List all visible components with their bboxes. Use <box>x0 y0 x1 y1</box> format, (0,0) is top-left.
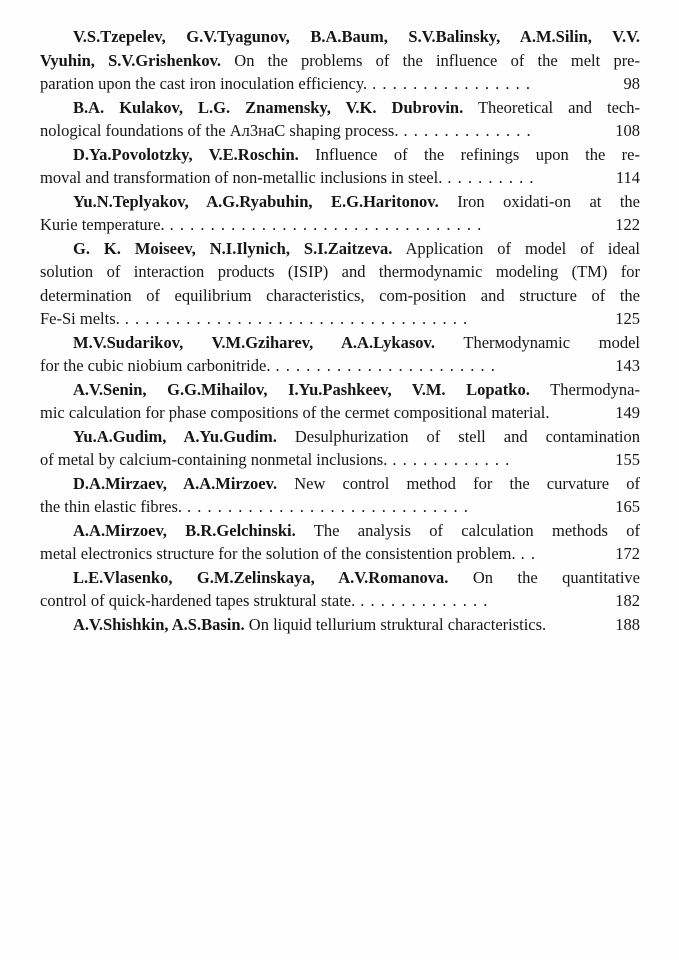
toc-line <box>40 213 640 237</box>
authors-text: Vyuhin, S.V.Grishenkov. <box>40 50 222 70</box>
toc-line <box>40 589 640 613</box>
title-text: Desulphurization of stell and contamination <box>276 426 640 446</box>
toc-line-text <box>40 119 594 143</box>
toc-entry <box>40 143 640 190</box>
toc-entry <box>40 331 640 378</box>
toc-line-text <box>40 401 594 425</box>
dot-leader: . . . . . . . . . . . . . . . . . . . . . . . . . . . . . . . . . . <box>124 309 468 328</box>
dot-leader: . . . . . . . . . . . . . <box>360 591 488 610</box>
title-text: metal electronics structure for the solution of the consistention problem. <box>40 544 516 563</box>
title-text: Theoretical and tech- <box>463 97 640 117</box>
dot-leader: . . . . . . . . . . . . . . . . . . . . . . <box>275 356 495 375</box>
dot-leader: . . . . . . . . . . . . <box>392 450 510 469</box>
page-number: 98 <box>623 74 640 93</box>
toc-entry <box>40 96 640 143</box>
toc-line <box>40 425 640 449</box>
toc-line-text <box>40 566 640 590</box>
authors-text: A.A.Mirzoev, B.R.Gelchinski. <box>73 520 296 540</box>
toc-entry <box>40 237 640 331</box>
toc-line <box>40 237 640 261</box>
authors-text: M.V.Sudarikov, V.M.Gziharev, A.A.Lykasov. <box>73 332 435 352</box>
title-text: On the problems of the influence of the melt pre- <box>221 50 641 70</box>
toc-line <box>40 495 640 519</box>
toc-entry <box>40 566 640 613</box>
authors-text: D.A.Mirzaev, A.A.Mirzoev. <box>73 473 278 493</box>
toc-line <box>40 566 640 590</box>
toc-line-text <box>40 472 640 496</box>
toc-line-text <box>40 72 594 96</box>
title-text: for the cubic niobium carbonitride. <box>40 356 271 375</box>
authors-text: A.V.Senin, G.G.Mihailov, I.Yu.Pashkeev, V.M. Lopatko. <box>73 379 530 399</box>
toc-line-text <box>40 190 640 214</box>
dot-leader: . . . . . . . . . <box>447 168 534 187</box>
authors-text: L.E.Vlasenko, G.M.Zelinskaya, A.V.Romanova. <box>73 567 449 587</box>
page-number: 143 <box>615 356 640 375</box>
authors-text: D.Ya.Povolotzky, V.E.Roschin. <box>73 144 299 164</box>
authors-text: V.S.Tzepelev, G.V.Tyagunov, B.A.Baum, S.V.Balinsky, A.M.Silin, V.V. <box>73 27 640 46</box>
page-number: 172 <box>615 544 640 563</box>
dot-leader: . . . . . . . . . . . . . . . . . . . . . . . . . . . . . . . <box>169 215 482 234</box>
toc-entry <box>40 472 640 519</box>
toc-line <box>40 284 640 308</box>
dot-leader: . . <box>520 544 535 563</box>
title-text: nological foundations of the Ал3наС shaping process. <box>40 121 399 140</box>
authors-text: A.V.Shishkin, A.S.Basin. <box>73 614 245 634</box>
dot-leader: . . . . . . . . . . . . . . . . <box>372 74 531 93</box>
title-text: Application of model of ideal <box>392 238 640 258</box>
title-text: Kurie temperature. <box>40 215 165 234</box>
title-text: On liquid tellurium struktural characteristics. <box>244 614 547 634</box>
toc-line <box>40 519 640 543</box>
toc-line <box>40 96 640 120</box>
toc-line-text <box>40 284 640 308</box>
toc-line-text <box>40 166 594 190</box>
authors-text: G. K. Moiseev, N.I.Ilynich, S.I.Zaitzeva. <box>73 238 393 258</box>
title-text: Fe-Si melts. <box>40 309 120 328</box>
authors-text: Yu.A.Gudim, A.Yu.Gudim. <box>73 426 277 446</box>
dot-leader: . . . . . . . . . . . . . <box>403 121 531 140</box>
dot-leader: . . . . . . . . . . . . . . . . . . . . . . . . . . . . <box>187 497 468 516</box>
toc-line-text <box>40 425 640 449</box>
toc-line <box>40 378 640 402</box>
authors-text: Yu.N.Teplyakov, A.G.Ryabuhin, E.G.Haritonov. <box>73 191 439 211</box>
title-text: The analysis of calculation methods of <box>295 520 640 540</box>
title-text: determination of equilibrium characteristics, com-position and structure of the <box>40 285 640 305</box>
toc-line <box>40 260 640 284</box>
toc-line <box>40 613 640 637</box>
toc-line-text <box>40 49 640 73</box>
toc-line <box>40 119 640 143</box>
toc-line-text <box>40 307 594 331</box>
toc-line <box>40 448 640 472</box>
title-text: On the quantitative <box>448 567 640 587</box>
toc-line-text <box>40 354 594 378</box>
toc-line-text <box>40 96 640 120</box>
authors-text: B.A. Kulakov, L.G. Znamensky, V.K. Dubrovin. <box>73 97 464 117</box>
title-text: the thin elastic fibres. <box>40 497 183 516</box>
toc-line <box>40 354 640 378</box>
toc-entry <box>40 25 640 96</box>
toc-line-text <box>40 613 594 637</box>
toc-line-text <box>40 589 594 613</box>
title-text: solution of interaction products (ISIP) and thermodynamic modeling (TM) for <box>40 262 640 281</box>
toc-entry <box>40 613 640 637</box>
page-number: 114 <box>615 168 640 187</box>
toc-line-text <box>40 378 640 402</box>
toc-line <box>40 25 640 49</box>
title-text: Iron oxidati-on at the <box>438 191 640 211</box>
toc-line <box>40 49 640 73</box>
page-number: 122 <box>615 215 640 234</box>
title-text: Thermodyna- <box>529 379 640 399</box>
page-number: 155 <box>615 450 640 469</box>
toc-line <box>40 401 640 425</box>
title-text: mic calculation for phase compositions of the cermet compositional material. <box>40 403 550 422</box>
page-number: 165 <box>615 497 640 516</box>
toc-line-text <box>40 495 594 519</box>
toc-line-text <box>40 519 640 543</box>
page-number: 108 <box>615 121 640 140</box>
toc-line-text <box>40 237 640 261</box>
toc-line-text <box>40 260 640 284</box>
title-text: of metal by calcium-containing nonmetal inclusions. <box>40 450 388 469</box>
toc-line-text <box>40 331 640 355</box>
toc-line <box>40 72 640 96</box>
page-number: 149 <box>615 403 640 422</box>
toc-line <box>40 472 640 496</box>
toc-line <box>40 166 640 190</box>
title-text: control of quick-hardened tapes struktural state. <box>40 591 356 610</box>
page-number: 188 <box>615 614 640 634</box>
toc-line-text <box>40 25 640 49</box>
toc-line-text <box>40 143 640 167</box>
toc-line <box>40 331 640 355</box>
toc-line-text <box>40 213 594 237</box>
toc-entry <box>40 425 640 472</box>
title-text: Therмodynamic model <box>434 332 640 352</box>
title-text: paration upon the cast iron inoculation efficiency. <box>40 74 368 93</box>
title-text: New control method for the curvature of <box>277 473 640 493</box>
toc-line <box>40 307 640 331</box>
toc-entry <box>40 519 640 566</box>
toc-line <box>40 190 640 214</box>
page-number: 125 <box>615 309 640 328</box>
toc-line-text <box>40 542 594 566</box>
toc-line-text <box>40 448 594 472</box>
toc-line <box>40 542 640 566</box>
page-number: 182 <box>615 591 640 610</box>
table-of-contents <box>40 25 640 636</box>
title-text: Influence of the refinings upon the re- <box>298 144 640 164</box>
toc-line <box>40 143 640 167</box>
title-text: moval and transformation of non-metallic inclusions in steel. <box>40 168 443 187</box>
toc-entry <box>40 190 640 237</box>
toc-entry <box>40 378 640 425</box>
